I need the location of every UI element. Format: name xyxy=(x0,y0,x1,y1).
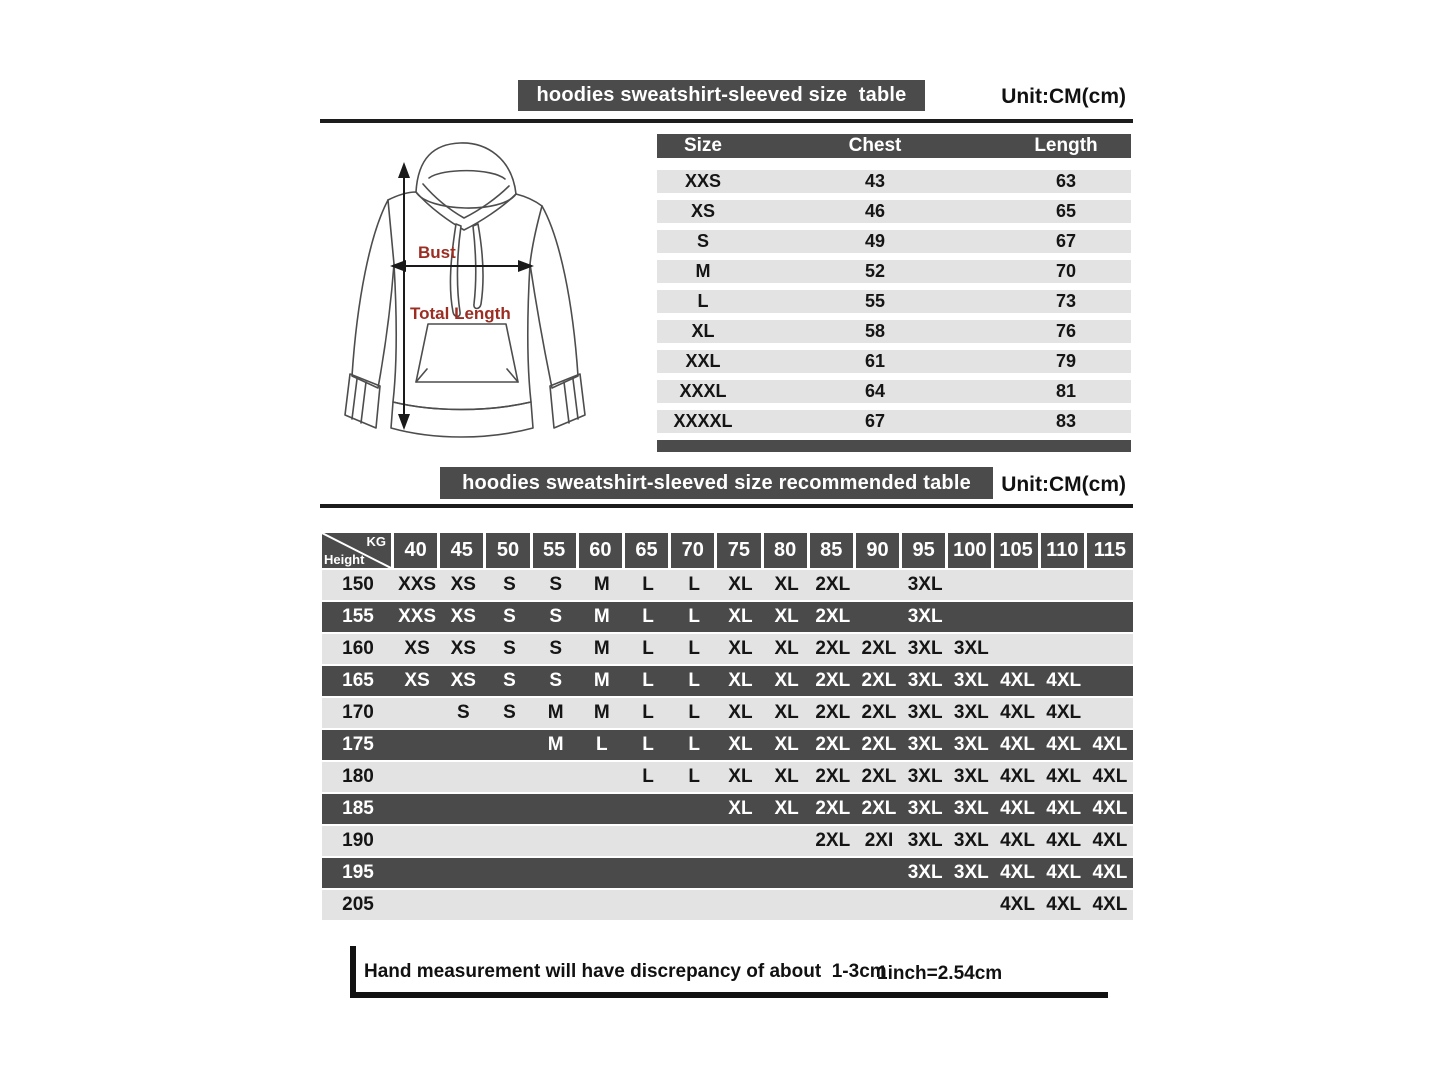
recommended-size-cell: 4XL xyxy=(1092,798,1128,819)
recommended-size-cell xyxy=(948,890,994,920)
size-table-cell-chest: 46 xyxy=(864,201,886,221)
recommended-size-cell xyxy=(394,858,440,888)
measurement-discrepancy-note: Hand measurement will have discrepancy of about 1-3cm xyxy=(364,961,887,982)
recommended-size-cell: XXS xyxy=(398,606,437,627)
recommended-size-cell xyxy=(486,762,532,792)
recommended-size-cell: S xyxy=(503,638,516,659)
recommended-size-cell: 4XL xyxy=(1000,894,1035,915)
size-table-cell-length: 76 xyxy=(1055,321,1077,341)
recommended-size-cell xyxy=(533,826,579,856)
recommended-size-cell: 4XL xyxy=(1092,830,1128,851)
recommended-size-cell xyxy=(994,570,1040,600)
size-table-cell-chest: 67 xyxy=(864,411,886,431)
recommended-table-row xyxy=(322,858,1133,888)
recommended-size-cell: L xyxy=(642,734,654,755)
recommended-size-cell: XS xyxy=(450,638,476,659)
recommended-size-cell: 3XL xyxy=(953,862,989,883)
recommended-size-cell xyxy=(1087,698,1133,728)
recommended-size-cell xyxy=(856,602,902,632)
recommended-size-cell xyxy=(533,794,579,824)
recommended-size-cell xyxy=(394,890,440,920)
recommended-size-cell: 2XL xyxy=(861,734,897,755)
recommended-size-cell xyxy=(533,762,579,792)
recommended-size-cell: 2XL xyxy=(815,734,851,755)
size-table-bottom-bar xyxy=(657,440,1131,452)
arrowhead-up xyxy=(398,162,410,178)
kg-label: KG xyxy=(366,534,386,549)
size-table-row xyxy=(657,200,1131,223)
weight-column-header: 105 xyxy=(994,533,1040,568)
recommended-size-cell xyxy=(579,762,625,792)
recommended-size-cell xyxy=(533,890,579,920)
recommended-size-cell: XXS xyxy=(398,574,437,595)
hoodie-right-sleeve xyxy=(530,206,578,388)
height-row-header: 165 xyxy=(342,670,374,691)
recommended-size-cell xyxy=(1087,570,1133,600)
size-table-cell-size: M xyxy=(695,261,711,281)
recommended-size-cell: XS xyxy=(404,638,430,659)
recommended-size-cell: M xyxy=(593,638,610,659)
weight-column-header: 75 xyxy=(717,533,763,568)
recommended-size-cell: 4XL xyxy=(1000,798,1035,819)
recommended-size-cell: S xyxy=(549,606,562,627)
recommended-size-cell xyxy=(579,858,625,888)
hoodie-collar-inner xyxy=(423,184,509,218)
recommended-size-cell xyxy=(533,858,579,888)
recommended-size-cell xyxy=(579,826,625,856)
recommended-table-header-row xyxy=(322,533,1133,568)
size-table-cell-size: XS xyxy=(690,201,715,221)
recommended-size-cell: S xyxy=(503,606,516,627)
recommended-size-cell: 4XL xyxy=(1046,734,1082,755)
recommended-size-cell xyxy=(440,890,486,920)
recommended-table-row xyxy=(322,634,1133,664)
recommended-size-cell: 3XL xyxy=(953,702,989,723)
weight-column-header: 50 xyxy=(486,533,532,568)
recommended-size-cell: XL xyxy=(728,606,753,627)
footer-left-bar xyxy=(350,946,356,998)
recommended-table-row xyxy=(322,730,1133,760)
recommended-size-cell xyxy=(625,890,671,920)
size-table-cell-length: 83 xyxy=(1055,411,1077,431)
recommended-size-cell: XL xyxy=(774,670,799,691)
recommended-size-cell: 4XL xyxy=(1092,894,1128,915)
size-table xyxy=(657,134,1131,452)
recommended-size-cell: 4XL xyxy=(1046,670,1082,691)
arrowhead-left xyxy=(390,260,406,272)
weight-column-header: 85 xyxy=(810,533,856,568)
recommended-size-cell: S xyxy=(503,574,516,595)
size-table-cell-size: XXS xyxy=(684,171,722,191)
recommended-size-cell: 4XL xyxy=(1046,798,1082,819)
recommended-size-cell xyxy=(994,602,1040,632)
recommended-size-cell: 3XL xyxy=(953,638,989,659)
size-table-cell-length: 70 xyxy=(1055,261,1077,281)
hoodie-hood-outer xyxy=(416,143,516,194)
recommended-size-cell xyxy=(671,890,717,920)
height-row-header: 205 xyxy=(342,894,374,915)
height-row-header: 180 xyxy=(342,766,374,787)
total-length-label: Total Length xyxy=(410,304,511,323)
size-table-cell-size: XXL xyxy=(685,351,721,371)
size-table-cell-chest: 55 xyxy=(864,291,886,311)
recommended-size-cell: 2XL xyxy=(861,702,897,723)
recommended-size-cell xyxy=(1041,634,1087,664)
recommended-size-cell: S xyxy=(549,574,562,595)
recommended-size-cell xyxy=(579,794,625,824)
size-table-row xyxy=(657,230,1131,253)
recommended-size-cell: 3XL xyxy=(953,766,989,787)
recommended-size-cell: XL xyxy=(774,574,799,595)
recommended-size-cell: S xyxy=(456,702,470,723)
recommended-size-cell: XL xyxy=(774,702,799,723)
recommended-size-cell: XL xyxy=(774,734,799,755)
middle-divider-rule xyxy=(320,504,1133,508)
recommended-size-cell: 3XL xyxy=(907,606,943,627)
size-table-row xyxy=(657,290,1131,313)
recommended-size-cell xyxy=(994,634,1040,664)
size-table-row xyxy=(657,380,1131,403)
recommended-size-cell xyxy=(1041,570,1087,600)
recommended-size-cell: L xyxy=(596,734,608,755)
hoodie-drawstring-left xyxy=(450,224,461,317)
recommended-size-cell: M xyxy=(593,670,610,691)
recommended-size-table xyxy=(322,533,1133,922)
recommended-size-cell: 4XL xyxy=(1092,766,1128,787)
recommended-size-cell: 3XL xyxy=(953,798,989,819)
recommended-size-cell xyxy=(810,858,856,888)
recommended-size-cell: XL xyxy=(774,638,799,659)
size-table-cell-size: XXXL xyxy=(679,381,727,401)
size-column-header: Size xyxy=(683,135,723,156)
recommended-size-cell: 3XL xyxy=(907,766,943,787)
recommended-size-cell: XL xyxy=(728,638,753,659)
hoodie-left-cuff xyxy=(345,374,380,428)
recommended-size-cell: L xyxy=(642,606,654,627)
hoodie-body xyxy=(388,192,542,410)
hoodie-left-sleeve xyxy=(352,200,394,388)
size-table-cell-size: L xyxy=(697,291,709,311)
recommended-table-row xyxy=(322,602,1133,632)
recommended-size-cell xyxy=(394,730,440,760)
recommended-size-cell: XS xyxy=(404,670,430,691)
recommended-size-cell xyxy=(902,890,948,920)
weight-column-header: 80 xyxy=(764,533,810,568)
recommended-size-cell: 3XL xyxy=(953,734,989,755)
recommended-size-cell xyxy=(486,730,532,760)
recommended-size-cell: 4XL xyxy=(1046,862,1082,883)
recommended-size-cell: L xyxy=(642,574,654,595)
recommended-size-cell: 2XL xyxy=(815,606,851,627)
recommended-size-cell: 3XL xyxy=(907,798,943,819)
recommended-size-cell: 3XL xyxy=(907,734,943,755)
size-table-cell-length: 73 xyxy=(1055,291,1077,311)
recommended-size-cell: 3XL xyxy=(907,862,943,883)
size-table-cell-chest: 43 xyxy=(864,171,886,191)
weight-column-header: 65 xyxy=(625,533,671,568)
weight-column-header: 40 xyxy=(394,533,440,568)
recommended-size-cell: 3XL xyxy=(953,830,989,851)
size-table-unit-label: Unit:CM(cm) xyxy=(1001,85,1126,108)
weight-column-header: 90 xyxy=(856,533,902,568)
recommended-size-cell: XL xyxy=(728,702,753,723)
recommended-size-cell: M xyxy=(547,702,564,723)
recommended-size-cell: 2XL xyxy=(815,766,851,787)
size-table-cell-chest: 49 xyxy=(864,231,886,251)
recommended-size-cell: XL xyxy=(728,734,753,755)
hoodie-hood-inner xyxy=(429,171,505,179)
recommended-size-cell xyxy=(1087,666,1133,696)
recommended-size-cell: 2XI xyxy=(864,830,894,851)
recommended-size-cell: 4XL xyxy=(1046,830,1082,851)
recommended-size-cell xyxy=(671,826,717,856)
recommended-size-cell xyxy=(856,890,902,920)
recommended-size-cell: M xyxy=(593,574,610,595)
size-table-row xyxy=(657,260,1131,283)
recommended-size-cell xyxy=(717,890,763,920)
recommended-table-unit-label: Unit:CM(cm) xyxy=(1001,473,1126,496)
size-table-cell-size: XL xyxy=(691,321,715,341)
recommended-size-cell: XL xyxy=(728,766,753,787)
hoodie-hem-band xyxy=(391,402,533,437)
size-table-cell-length: 81 xyxy=(1055,381,1077,401)
recommended-size-cell: XS xyxy=(450,574,476,595)
recommended-size-cell xyxy=(625,826,671,856)
height-row-header: 160 xyxy=(342,638,374,659)
recommended-size-cell: 3XL xyxy=(907,702,943,723)
recommended-size-cell: 3XL xyxy=(907,574,943,595)
height-row-header: 185 xyxy=(342,798,374,819)
recommended-size-cell xyxy=(948,602,994,632)
recommended-size-cell: XL xyxy=(774,606,799,627)
recommended-size-cell: 2XL xyxy=(861,798,897,819)
recommended-table-title: hoodies sweatshirt-sleeved size recommended table xyxy=(440,467,993,499)
weight-column-header: 45 xyxy=(440,533,486,568)
recommended-size-cell: S xyxy=(549,670,562,691)
recommended-size-cell: 2XL xyxy=(815,798,851,819)
height-row-header: 150 xyxy=(342,574,374,595)
size-table-row xyxy=(657,320,1131,343)
recommended-table-body xyxy=(322,570,1133,920)
recommended-size-cell xyxy=(440,762,486,792)
recommended-size-cell: XL xyxy=(774,766,799,787)
arrowhead-down xyxy=(398,414,410,430)
recommended-size-cell: XS xyxy=(450,670,476,691)
weight-column-header: 100 xyxy=(948,533,994,568)
recommended-size-cell: 2XL xyxy=(861,670,897,691)
size-table-cell-size: XXXXL xyxy=(673,411,733,431)
bust-label: Bust xyxy=(418,243,456,262)
recommended-size-cell xyxy=(486,858,532,888)
recommended-size-cell: XL xyxy=(774,798,799,819)
recommended-size-cell: 4XL xyxy=(1000,830,1035,851)
recommended-size-cell: L xyxy=(688,734,701,755)
hoodie-pocket xyxy=(416,324,518,382)
recommended-size-cell: 4XL xyxy=(1000,702,1035,723)
size-table-cell-length: 65 xyxy=(1055,201,1077,221)
recommended-size-cell: 3XL xyxy=(907,638,943,659)
recommended-size-cell xyxy=(440,730,486,760)
recommended-size-cell: M xyxy=(593,702,610,723)
height-row-header: 175 xyxy=(342,734,374,755)
recommended-size-cell xyxy=(486,890,532,920)
recommended-table-row xyxy=(322,666,1133,696)
recommended-table-row xyxy=(322,570,1133,600)
weight-column-header: 115 xyxy=(1087,533,1133,568)
recommended-size-cell xyxy=(717,826,763,856)
recommended-size-cell xyxy=(764,826,810,856)
recommended-size-cell: L xyxy=(642,766,654,787)
recommended-size-cell: L xyxy=(688,766,701,787)
weight-column-header: 60 xyxy=(579,533,625,568)
recommended-size-cell: L xyxy=(688,638,701,659)
recommended-size-cell: XL xyxy=(728,670,753,691)
recommended-size-cell xyxy=(671,858,717,888)
recommended-size-cell: L xyxy=(688,702,701,723)
recommended-size-cell: XS xyxy=(450,606,476,627)
height-row-header: 155 xyxy=(342,606,374,627)
recommended-size-cell xyxy=(394,826,440,856)
weight-column-header: 70 xyxy=(671,533,717,568)
recommended-table-row xyxy=(322,826,1133,856)
weight-column-header: 95 xyxy=(902,533,948,568)
recommended-size-cell: 2XL xyxy=(815,638,851,659)
recommended-table-row xyxy=(322,890,1133,920)
recommended-size-cell: 4XL xyxy=(1046,766,1082,787)
recommended-size-cell: L xyxy=(688,670,701,691)
recommended-table-row xyxy=(322,762,1133,792)
size-table-cell-chest: 58 xyxy=(864,321,886,341)
height-label: Height xyxy=(324,552,365,567)
recommended-size-cell xyxy=(717,858,763,888)
recommended-size-cell: 2XL xyxy=(861,638,897,659)
recommended-size-cell: L xyxy=(642,638,654,659)
recommended-size-cell xyxy=(486,794,532,824)
recommended-size-cell: L xyxy=(688,606,701,627)
recommended-size-cell xyxy=(764,858,810,888)
recommended-size-cell xyxy=(440,858,486,888)
recommended-table-row xyxy=(322,698,1133,728)
recommended-size-cell xyxy=(394,698,440,728)
height-row-header: 195 xyxy=(342,862,374,883)
recommended-size-cell xyxy=(1087,602,1133,632)
recommended-size-cell: 4XL xyxy=(1046,702,1082,723)
recommended-size-cell: 4XL xyxy=(1000,862,1035,883)
recommended-size-cell: L xyxy=(642,702,654,723)
recommended-size-cell xyxy=(394,762,440,792)
recommended-size-cell: L xyxy=(642,670,654,691)
footer-bottom-bar xyxy=(350,992,1108,998)
weight-column-header: 55 xyxy=(533,533,579,568)
size-table-title: hoodies sweatshirt-sleeved size table xyxy=(518,80,925,111)
recommended-size-cell xyxy=(625,858,671,888)
size-table-cell-size: S xyxy=(696,231,709,251)
recommended-size-cell: M xyxy=(593,606,610,627)
size-table-cell-chest: 61 xyxy=(864,351,886,371)
size-table-row xyxy=(657,350,1131,373)
recommended-size-cell: 4XL xyxy=(1000,734,1035,755)
recommended-size-cell: 2XL xyxy=(815,702,851,723)
recommended-size-cell: 2XL xyxy=(815,830,851,851)
size-table-cell-chest: 64 xyxy=(864,381,886,401)
recommended-size-cell xyxy=(856,858,902,888)
recommended-size-cell: S xyxy=(549,638,562,659)
recommended-size-cell xyxy=(625,794,671,824)
hoodie-measurement-diagram xyxy=(330,136,612,458)
recommended-size-cell: XL xyxy=(728,574,753,595)
recommended-size-cell xyxy=(810,890,856,920)
recommended-size-cell: M xyxy=(547,734,564,755)
recommended-size-cell xyxy=(1041,602,1087,632)
height-row-header: 170 xyxy=(342,702,374,723)
recommended-size-cell: 4XL xyxy=(1092,734,1128,755)
recommended-size-cell xyxy=(486,826,532,856)
size-table-cell-chest: 52 xyxy=(864,261,886,281)
recommended-size-cell: S xyxy=(503,670,516,691)
hoodie-collar-outer xyxy=(416,192,516,230)
recommended-size-cell: 3XL xyxy=(907,670,943,691)
hoodie-right-cuff xyxy=(550,374,585,428)
recommended-size-cell: 4XL xyxy=(1092,862,1128,883)
size-table-cell-length: 79 xyxy=(1055,351,1077,371)
recommended-size-cell: 2XL xyxy=(815,670,851,691)
recommended-size-cell: XL xyxy=(728,798,753,819)
height-row-header: 190 xyxy=(342,830,374,851)
recommended-size-cell xyxy=(579,890,625,920)
recommended-size-cell: 4XL xyxy=(1046,894,1082,915)
recommended-size-cell: 4XL xyxy=(1000,766,1035,787)
size-table-body xyxy=(657,170,1131,433)
recommended-size-cell xyxy=(1087,634,1133,664)
recommended-size-cell xyxy=(440,826,486,856)
recommended-size-cell: 2XL xyxy=(861,766,897,787)
size-table-row xyxy=(657,410,1131,433)
inch-conversion-note: 1inch=2.54cm xyxy=(877,963,1003,984)
size-table-cell-length: 67 xyxy=(1055,231,1077,251)
size-table-row xyxy=(657,170,1131,193)
size-table-header-row xyxy=(657,134,1131,158)
recommended-size-cell: 2XL xyxy=(815,574,851,595)
recommended-size-cell xyxy=(856,570,902,600)
recommended-table-row xyxy=(322,794,1133,824)
recommended-size-cell: S xyxy=(503,702,516,723)
length-column-header: Length xyxy=(1034,135,1098,156)
recommended-size-cell xyxy=(394,794,440,824)
kg-height-corner-cell xyxy=(322,533,394,568)
weight-column-header: 110 xyxy=(1041,533,1087,568)
recommended-size-cell xyxy=(440,794,486,824)
recommended-size-cell: 3XL xyxy=(907,830,943,851)
recommended-size-cell xyxy=(948,570,994,600)
size-table-cell-length: 63 xyxy=(1055,171,1077,191)
recommended-size-cell: 4XL xyxy=(1000,670,1035,691)
top-divider-rule xyxy=(320,119,1133,123)
recommended-size-cell xyxy=(671,794,717,824)
recommended-size-cell xyxy=(764,890,810,920)
chest-column-header: Chest xyxy=(848,135,902,156)
recommended-size-cell: L xyxy=(688,574,701,595)
recommended-size-cell: 3XL xyxy=(953,670,989,691)
